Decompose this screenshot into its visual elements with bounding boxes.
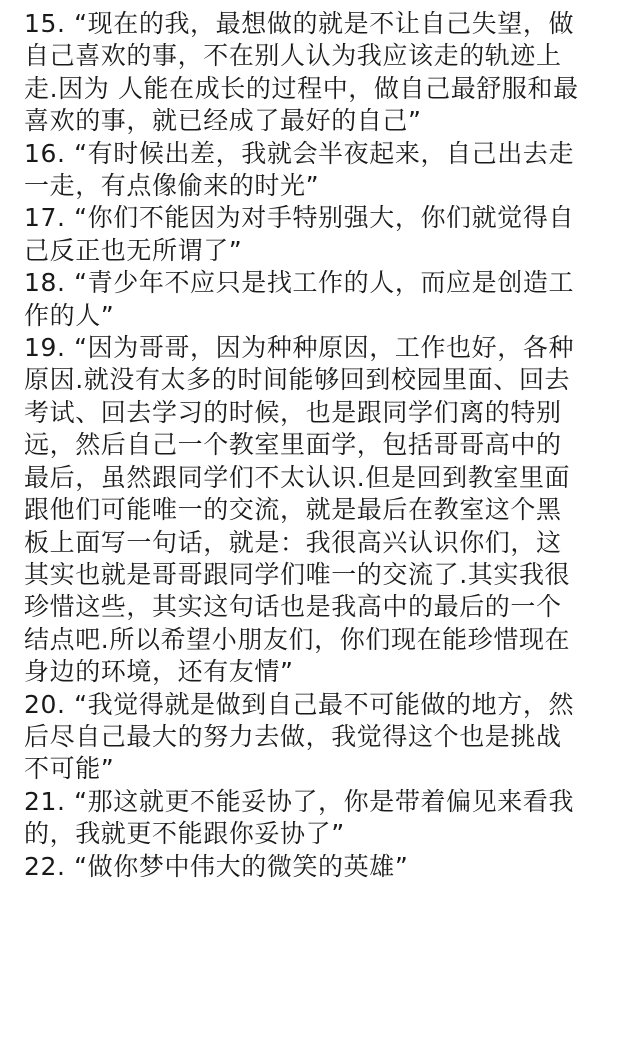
- text-line: 后尽自己最大的努力去做，我觉得这个也是挑战: [24, 721, 562, 751]
- text-line: 22. “做你梦中伟大的微笑的英雄”: [24, 851, 409, 881]
- text-line: 其实也就是哥哥跟同学们唯一的交流了.其实我很: [24, 559, 571, 589]
- text-line: 远，然后自己一个教室里面学，包括哥哥高中的: [24, 430, 562, 460]
- text-line: 身边的环境，还有友情”: [24, 657, 294, 687]
- text-line: 作的人”: [24, 300, 115, 330]
- text-line: 21. “那这就更不能妥协了，你是带着偏见来看我: [24, 786, 575, 816]
- text-line: 喜欢的事，就已经成了最好的自己”: [24, 106, 422, 136]
- text-line: 16. “有时候出差，我就会半夜起来，自己出去走: [24, 138, 575, 168]
- text-line: 跟他们可能唯一的交流，就是最后在教室这个黑: [24, 495, 562, 525]
- text-line: 20. “我觉得就是做到自己最不可能做的地方，然: [24, 689, 575, 719]
- text-line: 珍惜这些，其实这句话也是我高中的最后的一个: [24, 592, 562, 622]
- text-line: 己反正也无所谓了”: [24, 235, 243, 265]
- text-line: 板上面写一句话，就是：我很高兴认识你们，这: [24, 527, 562, 557]
- text-line: 的，我就更不能跟你妥协了”: [24, 819, 345, 849]
- text-line: 结点吧.所以希望小朋友们，你们现在能珍惜现在: [24, 624, 571, 654]
- text-line: 一走，有点像偷来的时光”: [24, 171, 320, 201]
- text-line: 考试、回去学习的时候，也是跟同学们离的特别: [24, 397, 562, 427]
- text-line: 不可能”: [24, 754, 115, 784]
- text-line: 19. “因为哥哥，因为种种原因，工作也好，各种: [24, 333, 575, 363]
- text-line: 自己喜欢的事，不在别人认为我应该走的轨迹上: [24, 41, 562, 71]
- text-line: 最后，虽然跟同学们不太认识.但是回到教室里面: [24, 462, 571, 492]
- text-line: 15. “现在的我，最想做的就是不让自己失望，做: [24, 9, 575, 38]
- text-line: 18. “青少年不应只是找工作的人，而应是创造工: [24, 268, 575, 298]
- text-line: 原因.就没有太多的时间能够回到校园里面、回去: [24, 365, 571, 395]
- text-line: 17. “你们不能因为对手特别强大，你们就觉得自: [24, 203, 575, 233]
- text-line: 走.因为 人能在成长的过程中，做自己最舒服和最: [24, 73, 579, 103]
